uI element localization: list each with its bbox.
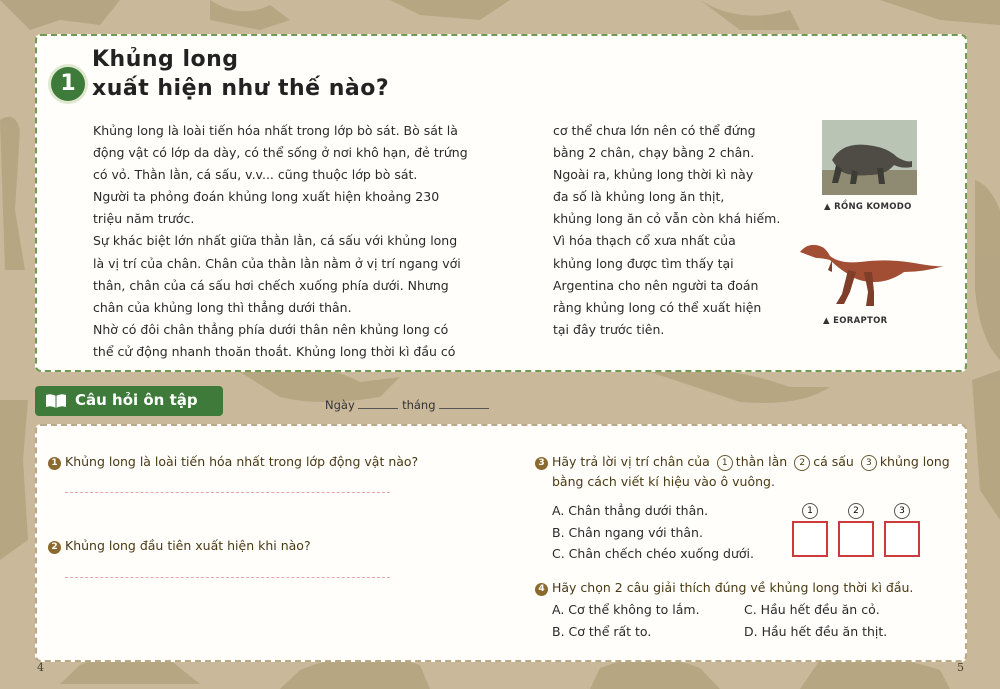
page-number-left: 4 — [37, 661, 44, 674]
q4-option-c: C. Hầu hết đều ăn cỏ. — [744, 602, 880, 617]
q3-item-dinosaur: khủng long — [879, 454, 950, 469]
circled-number-1: 1 — [717, 455, 733, 471]
date-line — [325, 398, 489, 412]
q4-option-a: A. Cơ thể không to lắm. — [552, 602, 700, 617]
text-line: Nhờ có đôi chân thẳng phía dưới thân nên khủng long có — [93, 321, 449, 337]
text-line: khủng long ăn cỏ vẫn còn khá hiếm. — [553, 211, 781, 227]
eoraptor-caption: ▲ EORAPTOR — [823, 316, 888, 326]
text-line: bằng 2 chân, chạy bằng 2 chân. — [553, 145, 755, 161]
date-day-label: Ngày — [325, 398, 355, 412]
text-line: có vỏ. Thằn lằn, cá sấu, v.v... cũng thuộc lớp bò sát. — [93, 167, 418, 183]
question-2-number: 2 — [48, 541, 61, 554]
text-line: thân, chân của cá sấu hơi chếch xuống phía dưới. Nhưng — [93, 277, 449, 293]
text-line: chân của khủng long thì thẳng dưới thân. — [93, 299, 352, 315]
text-line: đa số là khủng long ăn thịt, — [553, 189, 725, 205]
answer-box-2[interactable] — [838, 521, 874, 557]
question-2-text: Khủng long đầu tiên xuất hiện khi nào? — [65, 538, 311, 553]
q3-option-c: C. Chân chếch chéo xuống dưới. — [552, 546, 754, 561]
question-3-text: Hãy trả lời vị trí chân của — [552, 454, 710, 469]
date-month-blank[interactable] — [439, 408, 489, 409]
text-line: Khủng long là loài tiến hóa nhất trong lớp bò sát. Bò sát là — [93, 123, 458, 138]
question-1 — [48, 454, 418, 470]
text-line: Ngoài ra, khủng long thời kì này — [553, 167, 754, 183]
question-3-line2: bằng cách viết kí hiệu vào ô vuông. — [552, 474, 775, 489]
open-book-icon — [45, 393, 67, 409]
box-label-1: 1 — [802, 503, 818, 519]
page-number-right: 5 — [957, 661, 964, 674]
answer-box-1[interactable] — [792, 521, 828, 557]
eoraptor-illustration — [798, 236, 944, 310]
question-3 — [535, 454, 950, 471]
answer-line-2[interactable] — [65, 577, 390, 578]
text-line: động vật có lớp da dày, có thể sống ở nơi khô hạn, đẻ trứng — [93, 145, 468, 161]
review-section-tag — [35, 386, 223, 416]
question-4 — [535, 580, 913, 596]
lesson-left-column — [93, 120, 533, 363]
text-line: thể cử động nhanh thoăn thoắt. Khủng long thời kì đầu có — [93, 343, 456, 359]
box-label-3: 3 — [894, 503, 910, 519]
question-4-number: 4 — [535, 583, 548, 596]
review-section-title: Câu hỏi ôn tập — [75, 391, 198, 409]
circled-number-2: 2 — [794, 455, 810, 471]
q3-item-crocodile: cá sấu — [813, 454, 854, 469]
text-line: tại đây trước tiên. — [553, 321, 665, 337]
text-line: Người ta phỏng đoán khủng long xuất hiện khoảng 230 — [93, 189, 440, 205]
q3-option-a: A. Chân thẳng dưới thân. — [552, 503, 709, 518]
answer-box-3[interactable] — [884, 521, 920, 557]
text-line: Vì hóa thạch cổ xưa nhất của — [553, 233, 736, 249]
circled-number-3: 3 — [861, 455, 877, 471]
komodo-dragon-photo — [822, 120, 917, 195]
lesson-number-badge: 1 — [48, 64, 88, 104]
lesson-title-line2: xuất hiện như thế nào? — [92, 76, 390, 101]
text-line: cơ thể chưa lớn nên có thể đứng — [553, 123, 756, 138]
text-line: triệu năm trước. — [93, 211, 195, 227]
text-line: khủng long được tìm thấy tại — [553, 255, 734, 271]
date-month-label: tháng — [402, 398, 436, 412]
lesson-title-line1: Khủng long — [92, 47, 239, 72]
q4-option-d: D. Hầu hết đều ăn thịt. — [744, 624, 888, 639]
question-2 — [48, 538, 311, 554]
text-line: Sự khác biệt lớn nhất giữa thằn lằn, cá sấu với khủng long — [93, 233, 458, 249]
q3-option-b: B. Chân ngang với thân. — [552, 525, 703, 540]
q3-item-lizard: thằn lằn — [735, 454, 788, 469]
box-label-2: 2 — [848, 503, 864, 519]
question-1-number: 1 — [48, 457, 61, 470]
question-4-text: Hãy chọn 2 câu giải thích đúng về khủng long thời kì đầu. — [552, 580, 914, 595]
komodo-caption: ▲ RỒNG KOMODO — [824, 202, 912, 212]
date-day-blank[interactable] — [358, 408, 398, 409]
question-1-text: Khủng long là loài tiến hóa nhất trong lớp động vật nào? — [65, 454, 419, 469]
lesson-right-column — [553, 120, 793, 341]
question-3-number: 3 — [535, 457, 548, 470]
text-line: Argentina cho nên người ta đoán — [553, 277, 759, 293]
answer-line-1[interactable] — [65, 492, 390, 493]
text-line: rằng khủng long có thể xuất hiện — [553, 299, 762, 315]
text-line: là vị trí của chân. Chân của thằn lằn nằm ở vị trí ngang với — [93, 255, 461, 271]
q4-option-b: B. Cơ thể rất to. — [552, 624, 652, 639]
